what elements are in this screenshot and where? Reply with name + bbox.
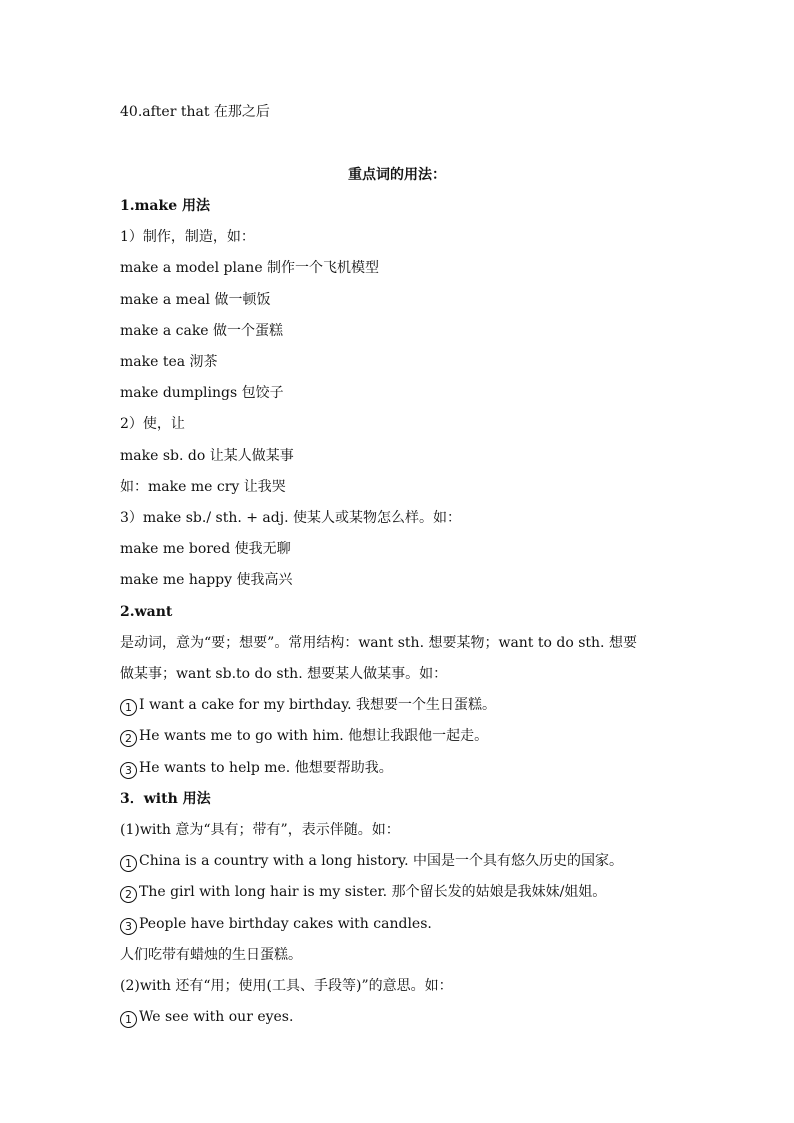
make-example: make a meal 做一顿饭: [120, 292, 271, 308]
section-heading: 重点词的用法：: [348, 167, 446, 183]
heading-want: 2.want: [120, 604, 173, 620]
number-marker: 2: [120, 730, 137, 747]
make-example: make tea 沏茶: [120, 354, 218, 370]
with-example: 2 The girl with long hair is my sister. 那个留长发的姑娘是我妹妹/姐姐。: [120, 882, 680, 903]
number-marker: 3: [120, 762, 137, 779]
make-example: make a model plane 制作一个飞机模型: [120, 260, 380, 276]
make-example: make dumplings 包饺子: [120, 385, 284, 401]
want-description: 是动词，意为“要；想要”。常用结构：want sth. 想要某物；want to do sth. 想要: [120, 635, 637, 651]
make-example: make me happy 使我高兴: [120, 572, 293, 588]
number-marker: 1: [120, 855, 137, 872]
make-example: make a cake 做一个蛋糕: [120, 323, 284, 339]
heading-make: 1.make 用法: [120, 198, 210, 214]
make-usage-2: 2）使，让: [120, 416, 185, 432]
with-example: 1 We see with our eyes.: [120, 1007, 680, 1028]
heading-with: 3．with 用法: [120, 791, 211, 807]
vocab-item-40: 40.after that 在那之后: [120, 104, 270, 120]
number-marker: 1: [120, 1011, 137, 1028]
number-marker: 1: [120, 699, 137, 716]
with-example: 1 China is a country with a long history. 中国是一个具有悠久历史的国家。: [120, 851, 680, 872]
want-description: 做某事；want sb.to do sth. 想要某人做某事。如：: [120, 666, 448, 682]
with-usage-1: (1)with 意为“具有；带有”，表示伴随。如：: [120, 822, 400, 838]
make-example: 如：make me cry 让我哭: [120, 479, 286, 495]
make-example: make me bored 使我无聊: [120, 541, 291, 557]
make-usage-3: 3）make sb./ sth. + adj. 使某人或某物怎么样。如：: [120, 510, 461, 526]
with-usage-2: (2)with 还有“用；使用(工具、手段等)”的意思。如：: [120, 978, 453, 994]
want-example: 2 He wants me to go with him. 他想让我跟他一起走。: [120, 726, 680, 747]
want-example: 3 He wants to help me. 他想要帮助我。: [120, 758, 680, 779]
with-example-translation: 人们吃带有蜡烛的生日蛋糕。: [120, 947, 302, 963]
with-example: 3 People have birthday cakes with candles.: [120, 914, 680, 935]
number-marker: 3: [120, 918, 137, 935]
make-usage-1: 1）制作，制造，如：: [120, 229, 255, 245]
number-marker: 2: [120, 886, 137, 903]
make-example: make sb. do 让某人做某事: [120, 448, 294, 464]
want-example: 1 I want a cake for my birthday. 我想要一个生日蛋糕。: [120, 695, 680, 716]
